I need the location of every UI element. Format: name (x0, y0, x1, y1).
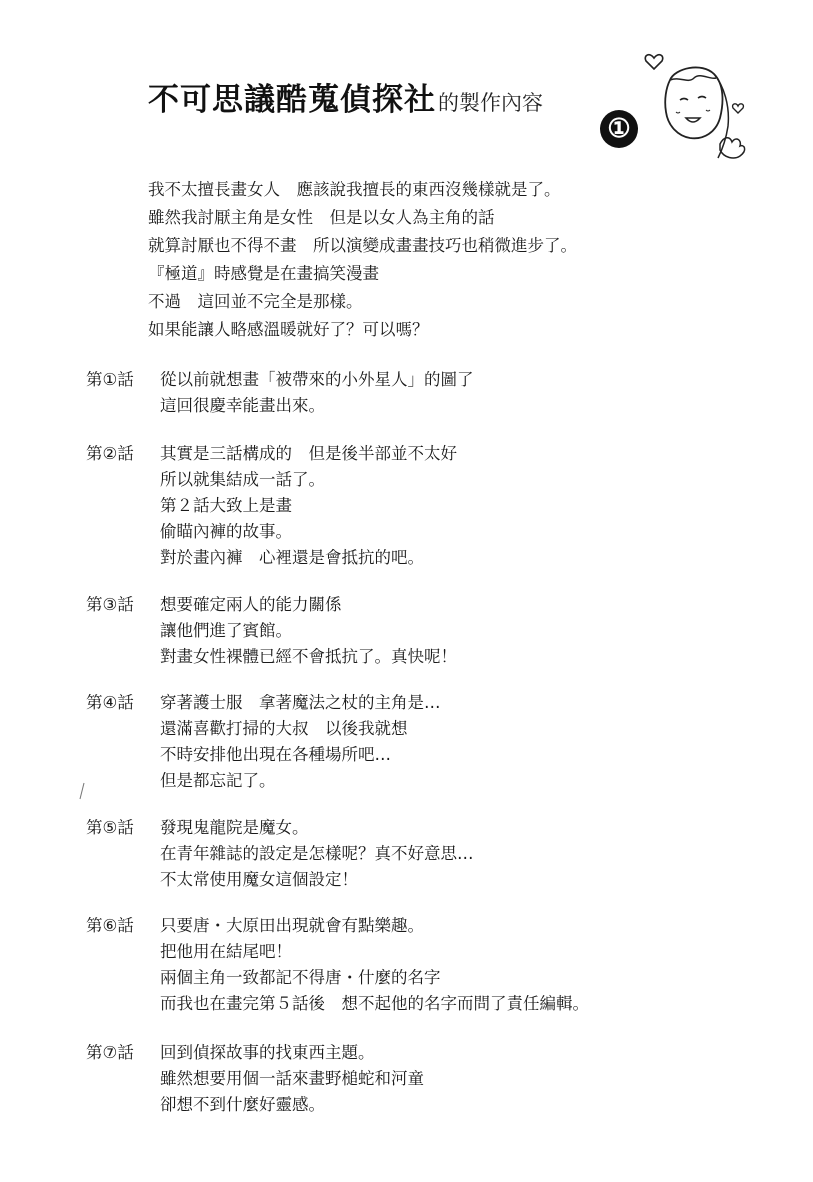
chapter-line: 回到偵探故事的找東西主題。 (160, 1043, 375, 1062)
chapter-line: 偷瞄內褲的故事。 (160, 522, 292, 541)
chapter-line: 在青年雜誌的設定是怎樣呢？真不好意思… (160, 844, 474, 863)
chapter-label: 第⑥話 (86, 916, 134, 935)
title-main: 不可思議酷蒐偵探社 (148, 82, 436, 118)
chapter-label: 第⑦話 (86, 1043, 134, 1062)
intro-line: 如果能讓人略感溫暖就好了？可以嗎？ (148, 320, 429, 339)
chapter-line: 其實是三話構成的 但是後半部並不太好 (160, 444, 457, 463)
chapter-label: 第③話 (86, 595, 134, 614)
chapter-label: 第⑤話 (86, 818, 134, 837)
page-title (148, 74, 543, 119)
chapter-line: 對於畫內褲 心裡還是會抵抗的吧。 (160, 548, 424, 567)
chapter-label: 第④話 (86, 693, 134, 712)
chapter-line: 發現鬼龍院是魔女。 (160, 818, 309, 837)
chapter-line: 想要確定兩人的能力關係 (160, 595, 342, 614)
chapter-line: 雖然想要用個一話來畫野槌蛇和河童 (160, 1069, 424, 1088)
chapter-line: 這回很慶幸能畫出來。 (160, 396, 325, 415)
chapter-line: 第２話大致上是畫 (160, 496, 292, 515)
chapter-line: 所以就集結成一話了。 (160, 470, 325, 489)
chapter-line: 穿著護士服 拿著魔法之杖的主角是… (160, 693, 441, 712)
chapter-line: 不太常使用魔女這個設定！ (160, 870, 358, 889)
chapter-line: 從以前就想畫「被帶來的小外星人」的圖了 (160, 370, 474, 389)
chapter-line: 把他用在結尾吧！ (160, 942, 292, 961)
intro-line: 雖然我討厭主角是女性 但是以女人為主角的話 (148, 208, 495, 227)
chapter-line: 只要唐・大原田出現就會有點樂趣。 (160, 916, 424, 935)
intro-line: 就算討厭也不得不畫 所以演變成畫畫技巧也稍微進步了。 (148, 236, 577, 255)
intro-line: 不過 這回並不完全是那樣。 (148, 292, 363, 311)
chapter-line: 對畫女性裸體已經不會抵抗了。真快呢！ (160, 647, 457, 666)
chapter-label: 第②話 (86, 444, 134, 463)
chapter-line: 還滿喜歡打掃的大叔 以後我就想 (160, 719, 408, 738)
intro-paragraph (148, 176, 577, 344)
pen-stroke-mark (78, 782, 86, 800)
chapter-line: 兩個主角一致都記不得唐・什麼的名字 (160, 968, 441, 987)
chapter-line: 卻想不到什麼好靈感。 (160, 1095, 325, 1114)
intro-line: 『極道』時感覺是在畫搞笑漫畫 (148, 264, 379, 283)
chapter-line: 不時安排他出現在各種場所吧… (160, 745, 391, 764)
chapter-line: 讓他們進了賓館。 (160, 621, 292, 640)
chapter-line: 而我也在畫完第５話後 想不起他的名字而問了責任編輯。 (160, 994, 589, 1013)
intro-line: 我不太擅長畫女人 應該說我擅長的東西沒幾樣就是了。 (148, 180, 561, 199)
chapter-line: 但是都忘記了。 (160, 771, 276, 790)
volume-number-badge: ① (600, 110, 638, 148)
title-subtitle: 的製作內容 (438, 91, 543, 115)
chapter-label: 第①話 (86, 370, 134, 389)
author-face-doodle-icon (640, 40, 760, 170)
